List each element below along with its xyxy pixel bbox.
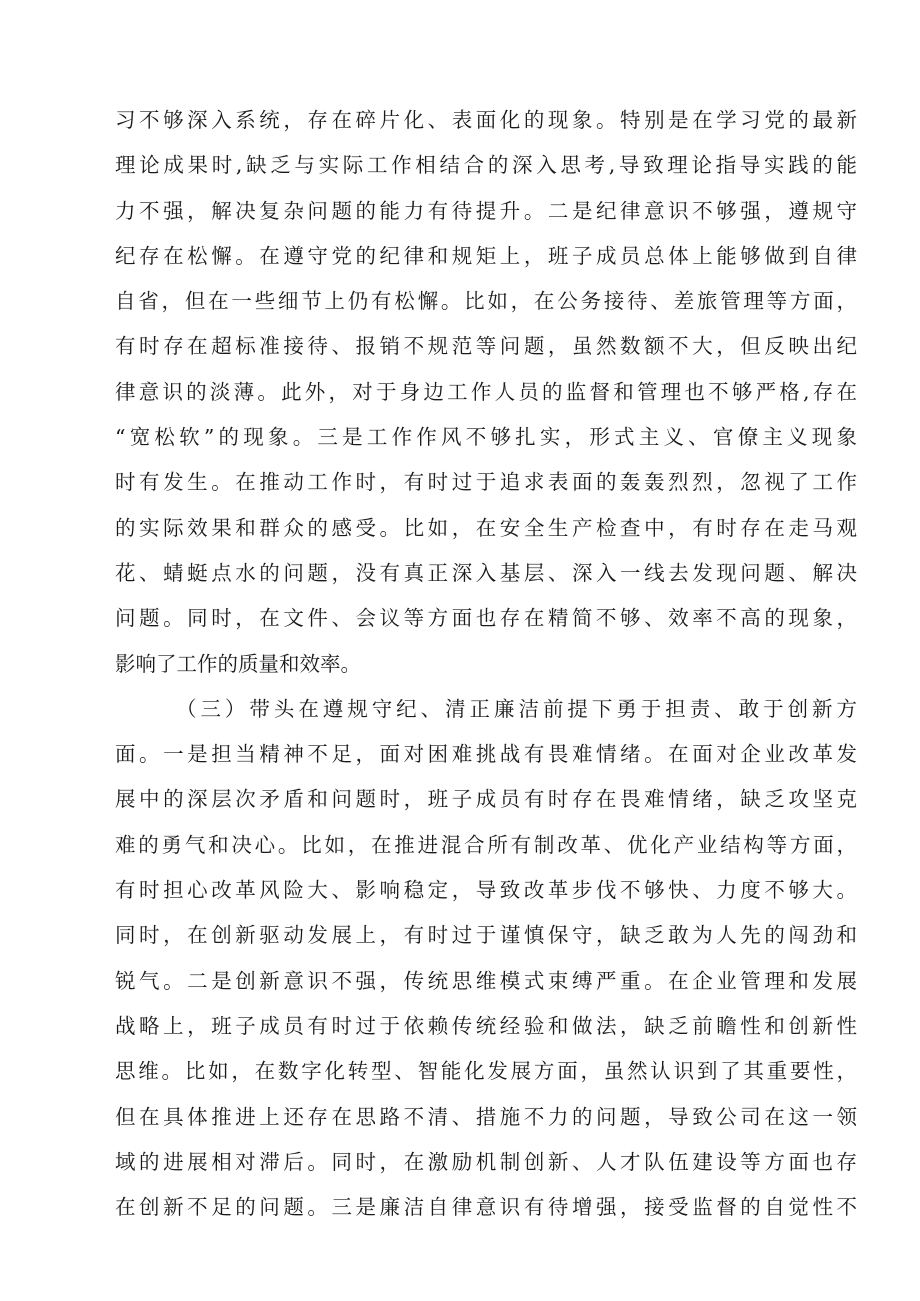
text-line: 战略上，班子成员有时过于依赖传统经验和做法，缺乏前瞻性和创新性 [115, 1013, 857, 1038]
text-line: 理论成果时,缺乏与实际工作相结合的深入思考,导致理论指导实践的能 [115, 153, 857, 178]
text-line: 难的勇气和决心。比如，在推进混合所有制改革、优化产业结构等方面， [115, 832, 857, 857]
text-line: “宽松软”的现象。三是工作作风不够扎实，形式主义、官僚主义现象 [115, 425, 857, 450]
text-line: 但在具体推进上还存在思路不清、措施不力的问题，导致公司在这一领 [115, 1104, 857, 1129]
body-text [115, 98, 857, 1230]
text-line: 同时，在创新驱动发展上，有时过于谨慎保守，缺乏敢为人先的闯劲和 [115, 923, 857, 948]
text-line: 展中的深层次矛盾和问题时，班子成员有时存在畏难情绪，缺乏攻坚克 [115, 787, 857, 812]
text-line: 问题。同时，在文件、会议等方面也存在精简不够、效率不高的现象， [115, 606, 857, 631]
paragraph-heading-line: （三）带头在遵规守纪、清正廉洁前提下勇于担责、敢于创新方 [176, 696, 857, 721]
text-line: 在创新不足的问题。三是廉洁自律意识有待增强，接受监督的自觉性不 [115, 1195, 857, 1220]
text-line: 律意识的淡薄。此外，对于身边工作人员的监督和管理也不够严格,存在 [115, 379, 857, 404]
text-line: 锐气。二是创新意识不强，传统思维模式束缚严重。在企业管理和发展 [115, 968, 857, 993]
text-line: 力不强，解决复杂问题的能力有待提升。二是纪律意识不够强，遵规守 [115, 198, 857, 223]
text-line: 自省，但在一些细节上仍有松懈。比如，在公务接待、差旅管理等方面， [115, 289, 857, 314]
text-line: 有时担心改革风险大、影响稳定，导致改革步伐不够快、力度不够大。 [115, 878, 857, 903]
text-line: 的实际效果和群众的感受。比如，在安全生产检查中，有时存在走马观 [115, 515, 857, 540]
text-line: 时有发生。在推动工作时，有时过于追求表面的轰轰烈烈，忽视了工作 [115, 470, 857, 495]
text-line: 纪存在松懈。在遵守党的纪律和规矩上，班子成员总体上能够做到自律 [115, 243, 857, 268]
text-line: 有时存在超标准接待、报销不规范等问题，虽然数额不大，但反映出纪 [115, 334, 857, 359]
text-line: 习不够深入系统，存在碎片化、表面化的现象。特别是在学习党的最新 [115, 108, 857, 132]
text-line: 花、蜻蜓点水的问题，没有真正深入基层、深入一线去发现问题、解决 [115, 560, 857, 585]
text-line: 影响了工作的质量和效率。 [115, 651, 361, 676]
text-line: 面。一是担当精神不足，面对困难挑战有畏难情绪。在面对企业改革发 [115, 742, 857, 767]
text-line: 域的进展相对滞后。同时，在激励机制创新、人才队伍建设等方面也存 [115, 1149, 857, 1174]
text-line: 思维。比如，在数字化转型、智能化发展方面，虽然认识到了其重要性， [115, 1059, 857, 1084]
